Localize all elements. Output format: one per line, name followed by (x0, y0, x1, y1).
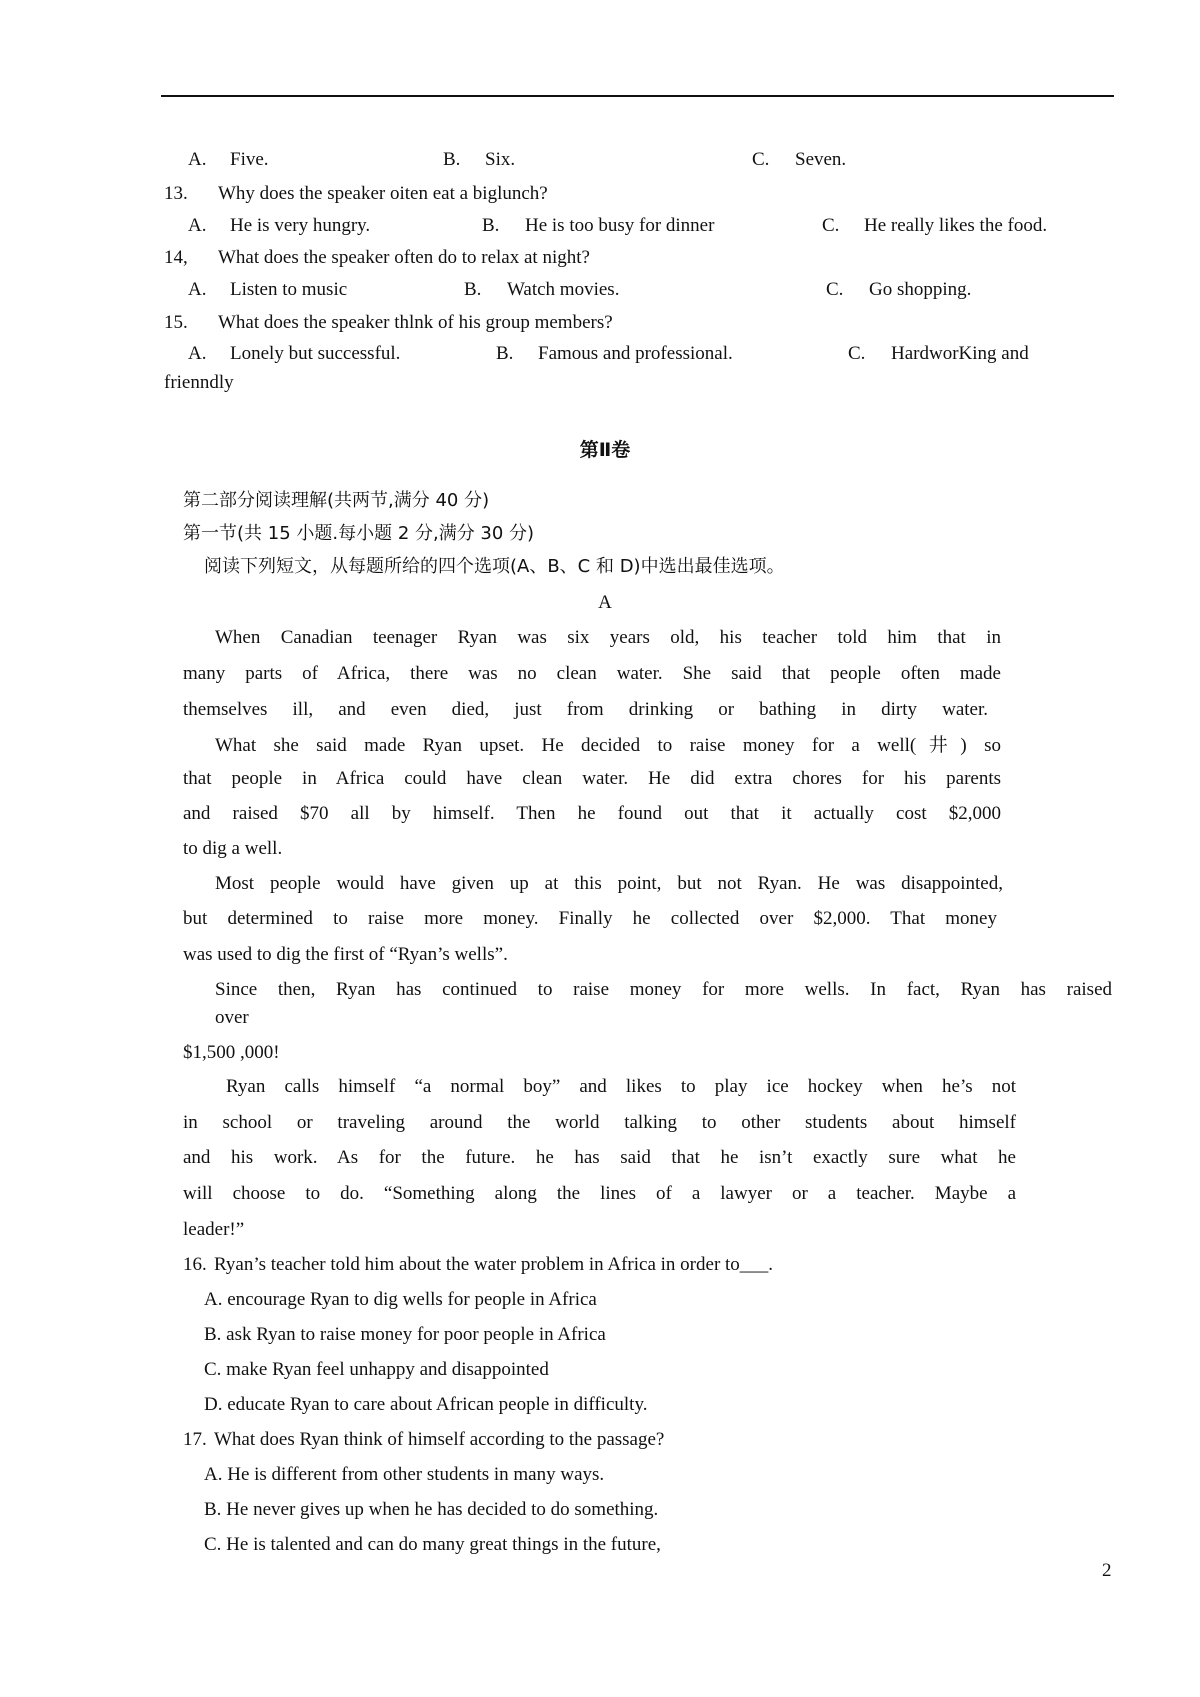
q14-option-c-label: C. (826, 279, 844, 300)
subsection-heading: 第一节(共 15 小题.每小题 2 分,满分 30 分) (183, 523, 535, 544)
q12-option-c: Seven. (795, 149, 847, 170)
header-rule (161, 95, 1114, 97)
passage-line: and raised $70 all by himself. Then he found out that it actually cost $2,000 (183, 803, 1001, 824)
q13-option-a-label: A. (188, 215, 207, 236)
q14-option-b: Watch movies. (507, 279, 620, 300)
q12-option-c-label: C. (752, 149, 770, 170)
q14-option-a: Listen to music (230, 279, 348, 300)
q16-option-d: D. educate Ryan to care about African people in difficulty. (204, 1394, 648, 1415)
q15-option-b: Famous and professional. (538, 343, 733, 364)
section-title: 第Ⅱ卷 (579, 439, 631, 461)
q13-option-b: He is too busy for dinner (525, 215, 715, 236)
passage-line: but determined to raise more money. Finally he collected over $2,000. That money (183, 908, 997, 929)
q15-option-b-label: B. (496, 343, 514, 364)
q13-number: 13. (164, 183, 188, 204)
q13-option-a: He is very hungry. (230, 215, 371, 236)
q13-option-b-label: B. (482, 215, 500, 236)
passage-line: in school or traveling around the world talking to other students about himself (183, 1112, 1016, 1133)
q13-option-c-label: C. (822, 215, 840, 236)
part-heading: 第二部分阅读理解(共两节,满分 40 分) (183, 490, 490, 511)
q15-option-a-label: A. (188, 343, 207, 364)
q17-option-b: B. He never gives up when he has decided to do something. (204, 1499, 659, 1520)
q16-text: Ryan’s teacher told him about the water problem in Africa in order to___. (214, 1254, 774, 1275)
q14-option-a-label: A. (188, 279, 207, 300)
instruction: 阅读下列短文，从每题所给的四个选项(A、B、C 和 D)中选出最佳选项。 (204, 556, 785, 577)
passage-line: Most people would have given up at this point, but not Ryan. He was disappointed, (215, 873, 1003, 894)
passage-line: When Canadian teenager Ryan was six years old, his teacher told him that in (215, 627, 1001, 648)
q17-option-c: C. He is talented and can do many great things in the future, (204, 1534, 661, 1555)
q16-option-a: A. encourage Ryan to dig wells for people in Africa (204, 1289, 597, 1310)
q13-text: Why does the speaker oiten eat a biglunch? (218, 183, 548, 204)
passage-line: Since then, Ryan has continued to raise money for more wells. In fact, Ryan has raised (215, 979, 1112, 1000)
passage-label: A (598, 592, 612, 613)
q12-option-a: Five. (230, 149, 269, 170)
q16-option-b: B. ask Ryan to raise money for poor people in Africa (204, 1324, 606, 1345)
q17-number: 17. (183, 1429, 207, 1450)
q17-option-a: A. He is different from other students in many ways. (204, 1464, 605, 1485)
q15-option-c-label: C. (848, 343, 866, 364)
passage-line: $1,500 ,000! (183, 1042, 280, 1063)
q12-option-b-label: B. (443, 149, 461, 170)
passage-line: will choose to do. “Something along the lines of a lawyer or a teacher. Maybe a (183, 1183, 1016, 1204)
passage-line: was used to dig the first of “Ryan’s wells”. (183, 944, 508, 965)
passage-line: to dig a well. (183, 838, 283, 859)
q15-option-a: Lonely but successful. (230, 343, 401, 364)
q14-number: 14, (164, 247, 188, 268)
q16-number: 16. (183, 1254, 207, 1275)
passage-line: over (215, 1007, 249, 1028)
q15-number: 15. (164, 312, 188, 333)
page-number: 2 (1102, 1560, 1112, 1581)
q16-option-c: C. make Ryan feel unhappy and disappointed (204, 1359, 549, 1380)
q12-option-a-label: A. (188, 149, 207, 170)
q14-option-b-label: B. (464, 279, 482, 300)
q15-option-c: HardworKing and (891, 343, 1029, 364)
q13-option-c: He really likes the food. (864, 215, 1048, 236)
q14-text: What does the speaker often do to relax at night? (218, 247, 590, 268)
passage-line: themselves ill, and even died, just from drinking or bathing in dirty water. (183, 699, 988, 720)
passage-line: Ryan calls himself “a normal boy” and likes to play ice hockey when he’s not (226, 1076, 1016, 1097)
passage-line: leader!” (183, 1219, 245, 1240)
q17-text: What does Ryan think of himself according to the passage? (214, 1429, 665, 1450)
passage-line: that people in Africa could have clean water. He did extra chores for his parents (183, 768, 1001, 789)
q14-option-c: Go shopping. (869, 279, 972, 300)
q15-text: What does the speaker thlnk of his group members? (218, 312, 613, 333)
q12-option-b: Six. (485, 149, 516, 170)
passage-line: What she said made Ryan upset. He decided to raise money for a well(井) so (215, 735, 1001, 756)
passage-line: many parts of Africa, there was no clean water. She said that people often made (183, 663, 1001, 684)
passage-line: and his work. As for the future. he has said that he isn’t exactly sure what he (183, 1147, 1016, 1168)
q15-option-c-continued: frienndly (164, 372, 234, 393)
